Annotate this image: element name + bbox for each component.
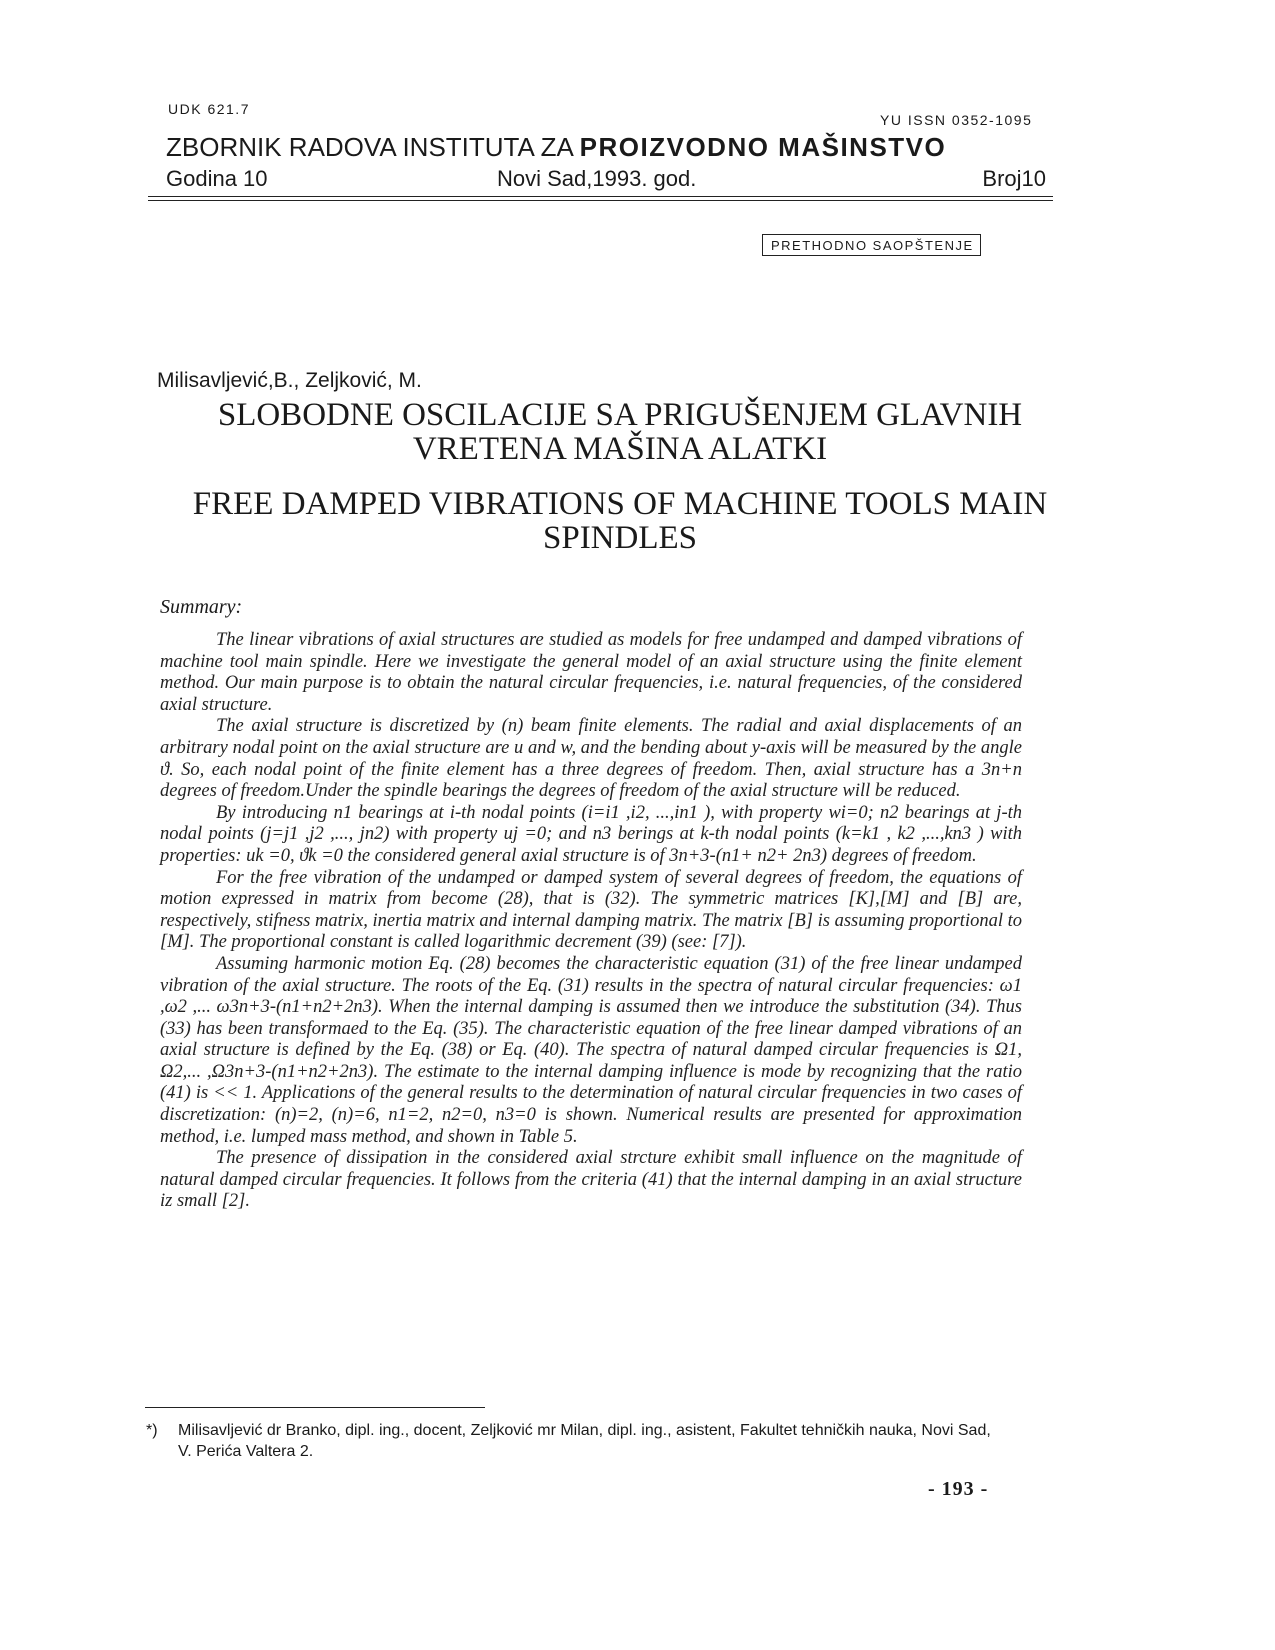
- summary-heading: Summary:: [160, 596, 243, 618]
- summary-body: [160, 630, 1022, 1213]
- issn-code: YU ISSN 0352-1095: [880, 112, 1033, 128]
- summary-paragraph: The presence of dissipation in the considered axial strcture exhibit small influence on the magnitude of natural damped circular frequencies. It follows from the criteria (41) that the internal damping in an axial structure iz small [2].: [160, 1148, 1022, 1212]
- summary-paragraph: The axial structure is discretized by (n) beam finite elements. The radial and axial displacements of an arbitrary nodal point on the axial structure are u and w, and the bending about y-axis will be measured by the angle ϑ. So, each nodal point of the finite element has a three degrees of freedom. Then, axial structure has a 3n+n degrees of freedom.Under the spindle bearings the degrees of freedom of the axial structure will be reduced.: [160, 716, 1022, 802]
- summary-paragraph: The linear vibrations of axial structures are studied as models for free undamped and damped vibrations of machine tool main spindle. Here we investigate the general model of an axial structure using the finite element method. Our main purpose is to obtain the natural circular frequencies, i.e. natural frequencies, of the considered axial structure.: [160, 630, 1022, 715]
- year-label: Godina 10: [166, 166, 268, 191]
- journal-title: [166, 132, 946, 163]
- issue-number: Broj10: [982, 166, 1046, 191]
- footnote: [146, 1420, 1006, 1462]
- paper-type-badge: PRETHODNO SAOPŠTENJE: [762, 234, 981, 256]
- footnote-text: Milisavljević dr Branko, dipl. ing., docent, Zeljković mr Milan, dipl. ing., asistent, Fakultet tehničkih nauka, Novi Sad, V. Perića Valtera 2.: [178, 1422, 991, 1460]
- journal-title-bold: PROIZVODNO MAŠINSTVO: [579, 132, 947, 162]
- journal-title-prefix: ZBORNIK RADOVA INSTITUTA ZA: [166, 132, 573, 162]
- page-number: - 193 -: [928, 1478, 989, 1500]
- title-serbian: SLOBODNE OSCILACIJE SA PRIGUŠENJEM GLAVNIH VRETENA MAŠINA ALATKI: [217, 397, 1023, 467]
- header-rule: [148, 196, 1053, 197]
- header-rule-double: [148, 200, 1053, 201]
- issue-line: [166, 166, 1046, 196]
- title-english: FREE DAMPED VIBRATIONS OF MACHINE TOOLS MAIN SPINDLES: [192, 486, 1048, 556]
- summary-paragraph: For the free vibration of the undamped or damped system of several degrees of freedom, the equations of motion expressed in matrix from become (28), that is (32). The symmetric matrices [K],[M] and [B] are, respectively, stifness matrix, inertia matrix and internal damping matrix. The matrix [B] is assuming proportional to [M]. The proportional constant is called logarithmic decrement (39) (see: [7]).: [160, 867, 1022, 953]
- summary-paragraph: By introducing n1 bearings at i-th nodal points (i=i1 ,i2, ...,in1 ), with property wi=0; n2 bearings at j-th nodal points (j=j1 ,j2 ,..., jn2) with property uj =0; and n3 berings at k-th nodal points (k=k1 , k2 ,...,kn3 ) with properties: uk =0, ϑk =0 the considered general axial structure is of 3n+3-(n1+ n2+ 2n3) degrees of freedom.: [160, 802, 1022, 866]
- footnote-rule: [145, 1407, 485, 1408]
- place-date: Novi Sad,1993. god.: [497, 166, 697, 191]
- summary-paragraph: Assuming harmonic motion Eq. (28) becomes the characteristic equation (31) of the free linear undamped vibration of the axial structure. The roots of the Eq. (31) results in the spectra of natural circular frequencies: ω1 ,ω2 ,... ω3n+3-(n1+n2+2n3). When the internal damping is assumed then we introduce the substitution (34). Thus (33) has been transformaed to the Eq. (35). The characteristic equation of the free linear damped vibrations of an axial structure is defined by the Eq. (38) or Eq. (40). The spectra of natural damped circular frequencies is Ω1, Ω2,... ,Ω3n+3-(n1+n2+2n3). The estimate to the internal damping influence is mode by recognizing that the ratio (41) is << 1. Applications of the general results to the determination of natural circular frequencies in two cases of discretization: (n)=2, (n)=6, n1=2, n2=0, n3=0 is shown. Numerical results are presented for approximation method, i.e. lumped mass method, and shown in Table 5.: [160, 953, 1022, 1147]
- footnote-mark: *): [146, 1422, 158, 1439]
- udk-code: UDK 621.7: [168, 101, 250, 117]
- authors: Milisavljević,B., Zeljković, M.: [157, 369, 422, 392]
